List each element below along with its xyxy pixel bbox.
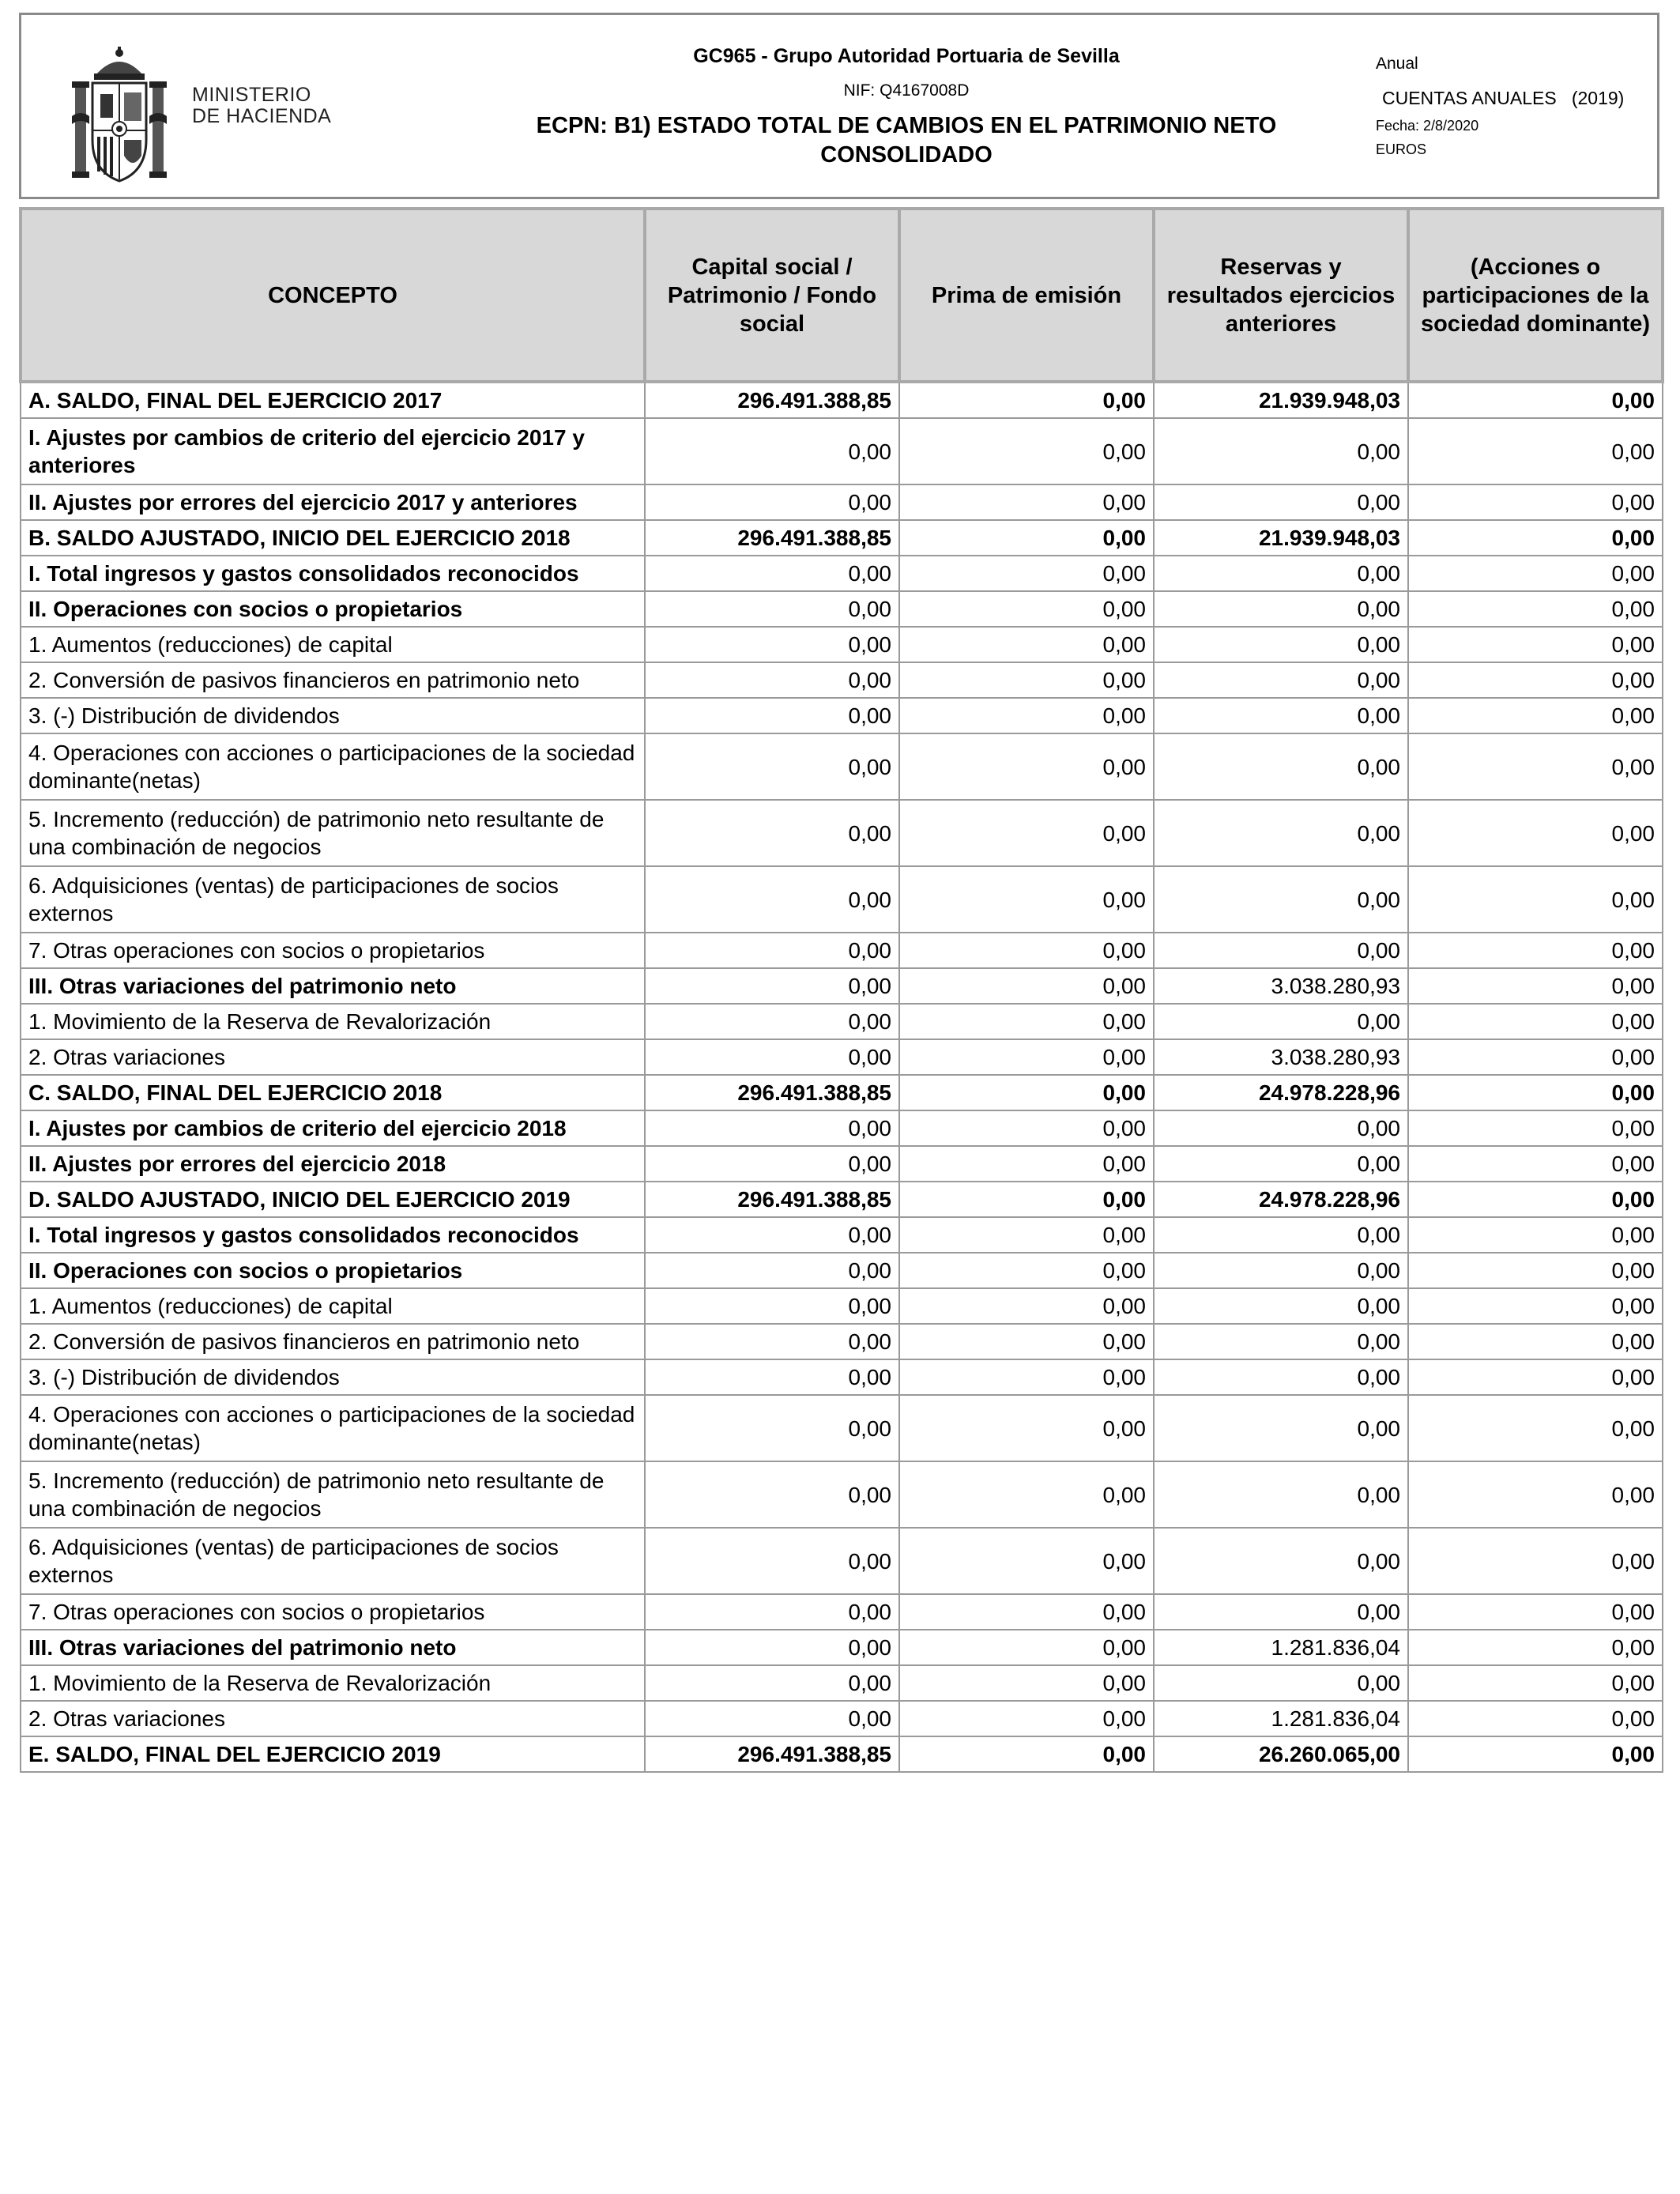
table-row bbox=[21, 520, 1663, 556]
table-row bbox=[21, 1461, 1663, 1528]
row-value: 0,00 bbox=[1154, 1146, 1408, 1182]
row-value: 0,00 bbox=[1154, 662, 1408, 698]
row-value: 3.038.280,93 bbox=[1154, 1039, 1408, 1075]
period-label: Anual bbox=[1376, 55, 1418, 73]
row-value: 0,00 bbox=[899, 591, 1154, 627]
row-value: 0,00 bbox=[645, 968, 899, 1004]
row-value: 0,00 bbox=[645, 1039, 899, 1075]
row-value: 0,00 bbox=[1154, 866, 1408, 933]
row-value: 0,00 bbox=[645, 1594, 899, 1630]
row-value: 0,00 bbox=[645, 1359, 899, 1395]
row-value: 0,00 bbox=[645, 1395, 899, 1461]
row-concept: 2. Conversión de pasivos financieros en patrimonio neto bbox=[21, 1324, 645, 1359]
row-value: 0,00 bbox=[1154, 698, 1408, 733]
table-row bbox=[21, 800, 1663, 866]
row-concept: II. Ajustes por errores del ejercicio 2017 y anteriores bbox=[21, 484, 645, 520]
row-value: 0,00 bbox=[1154, 418, 1408, 484]
row-value: 0,00 bbox=[899, 1665, 1154, 1701]
row-value: 0,00 bbox=[1408, 662, 1663, 698]
row-value: 0,00 bbox=[1154, 1253, 1408, 1288]
row-value: 0,00 bbox=[1408, 1528, 1663, 1594]
document-title bbox=[480, 111, 1333, 170]
row-value: 0,00 bbox=[1408, 1630, 1663, 1665]
column-header-premium: Prima de emisión bbox=[899, 209, 1154, 382]
row-concept: 6. Adquisiciones (ventas) de participaciones de socios externos bbox=[21, 866, 645, 933]
row-value: 296.491.388,85 bbox=[645, 520, 899, 556]
row-value: 0,00 bbox=[1408, 1359, 1663, 1395]
table-row bbox=[21, 1039, 1663, 1075]
document-header bbox=[19, 13, 1659, 199]
row-value: 0,00 bbox=[899, 968, 1154, 1004]
row-value: 0,00 bbox=[645, 866, 899, 933]
column-header-concept: CONCEPTO bbox=[21, 209, 645, 382]
row-value: 0,00 bbox=[899, 484, 1154, 520]
table-row bbox=[21, 1630, 1663, 1665]
row-value: 0,00 bbox=[899, 733, 1154, 800]
row-value: 0,00 bbox=[899, 698, 1154, 733]
row-value: 0,00 bbox=[1154, 556, 1408, 591]
table-row bbox=[21, 1665, 1663, 1701]
row-value: 0,00 bbox=[899, 933, 1154, 968]
table-row bbox=[21, 968, 1663, 1004]
row-value: 0,00 bbox=[1154, 933, 1408, 968]
row-value: 0,00 bbox=[899, 1217, 1154, 1253]
table-row bbox=[21, 1004, 1663, 1039]
row-concept: 1. Movimiento de la Reserva de Revalorización bbox=[21, 1665, 645, 1701]
row-value: 0,00 bbox=[1154, 800, 1408, 866]
row-value: 0,00 bbox=[899, 1324, 1154, 1359]
row-concept: B. SALDO AJUSTADO, INICIO DEL EJERCICIO 2018 bbox=[21, 520, 645, 556]
row-value: 0,00 bbox=[1154, 1004, 1408, 1039]
column-header-reserves: Reservas y resultados ejercicios anteriores bbox=[1154, 209, 1408, 382]
table-row bbox=[21, 1110, 1663, 1146]
table-row bbox=[21, 1528, 1663, 1594]
row-value: 0,00 bbox=[1408, 1004, 1663, 1039]
row-value: 0,00 bbox=[645, 1217, 899, 1253]
row-value: 0,00 bbox=[1408, 1039, 1663, 1075]
date-label: Fecha: 2/8/2020 bbox=[1376, 118, 1479, 134]
row-value: 0,00 bbox=[899, 1146, 1154, 1182]
row-value: 0,00 bbox=[645, 1701, 899, 1736]
row-value: 0,00 bbox=[1154, 1217, 1408, 1253]
row-value: 0,00 bbox=[1408, 418, 1663, 484]
nif-label: NIF: Q4167008D bbox=[843, 81, 970, 100]
row-value: 0,00 bbox=[1154, 1594, 1408, 1630]
row-concept: III. Otras variaciones del patrimonio neto bbox=[21, 1630, 645, 1665]
coat-of-arms-icon bbox=[72, 45, 167, 186]
row-value: 0,00 bbox=[1154, 733, 1408, 800]
table-row bbox=[21, 484, 1663, 520]
row-value: 0,00 bbox=[1408, 1324, 1663, 1359]
row-value: 0,00 bbox=[899, 1701, 1154, 1736]
row-concept: II. Operaciones con socios o propietarios bbox=[21, 591, 645, 627]
row-concept: 6. Adquisiciones (ventas) de participaciones de socios externos bbox=[21, 1528, 645, 1594]
row-value: 0,00 bbox=[645, 1146, 899, 1182]
row-value: 0,00 bbox=[645, 933, 899, 968]
row-value: 0,00 bbox=[899, 418, 1154, 484]
column-header-capital: Capital social / Patrimonio / Fondo social bbox=[645, 209, 899, 382]
row-concept: 5. Incremento (reducción) de patrimonio neto resultante de una combinación de negocios bbox=[21, 800, 645, 866]
row-concept: II. Operaciones con socios o propietarios bbox=[21, 1253, 645, 1288]
row-concept: 7. Otras operaciones con socios o propietarios bbox=[21, 1594, 645, 1630]
row-value: 26.260.065,00 bbox=[1154, 1736, 1408, 1772]
row-value: 0,00 bbox=[645, 662, 899, 698]
row-concept: 2. Otras variaciones bbox=[21, 1701, 645, 1736]
row-value: 0,00 bbox=[1408, 1701, 1663, 1736]
row-value: 0,00 bbox=[645, 627, 899, 662]
row-value: 0,00 bbox=[1408, 866, 1663, 933]
row-value: 0,00 bbox=[1154, 1324, 1408, 1359]
row-value: 0,00 bbox=[1408, 1665, 1663, 1701]
row-value: 0,00 bbox=[899, 1182, 1154, 1217]
table-row bbox=[21, 591, 1663, 627]
ministry-line-1: MINISTERIO bbox=[192, 84, 311, 106]
row-value: 0,00 bbox=[645, 1004, 899, 1039]
table-row bbox=[21, 1182, 1663, 1217]
row-value: 296.491.388,85 bbox=[645, 1736, 899, 1772]
row-value: 0,00 bbox=[1154, 1528, 1408, 1594]
table-row bbox=[21, 1594, 1663, 1630]
row-value: 0,00 bbox=[1408, 800, 1663, 866]
row-value: 0,00 bbox=[1408, 1217, 1663, 1253]
row-value: 0,00 bbox=[899, 627, 1154, 662]
row-value: 0,00 bbox=[899, 1594, 1154, 1630]
row-value: 0,00 bbox=[1408, 484, 1663, 520]
row-value: 0,00 bbox=[899, 382, 1154, 418]
row-value: 0,00 bbox=[1408, 382, 1663, 418]
row-value: 0,00 bbox=[645, 556, 899, 591]
row-concept: 1. Movimiento de la Reserva de Revalorización bbox=[21, 1004, 645, 1039]
row-value: 1.281.836,04 bbox=[1154, 1701, 1408, 1736]
currency-label: EUROS bbox=[1376, 141, 1427, 157]
row-value: 0,00 bbox=[645, 1110, 899, 1146]
row-value: 0,00 bbox=[645, 1528, 899, 1594]
row-value: 0,00 bbox=[645, 591, 899, 627]
table-row bbox=[21, 866, 1663, 933]
row-value: 0,00 bbox=[645, 1253, 899, 1288]
row-concept: 5. Incremento (reducción) de patrimonio neto resultante de una combinación de negocios bbox=[21, 1461, 645, 1528]
row-value: 0,00 bbox=[1408, 1594, 1663, 1630]
row-concept: I. Total ingresos y gastos consolidados reconocidos bbox=[21, 556, 645, 591]
row-value: 1.281.836,04 bbox=[1154, 1630, 1408, 1665]
row-value: 0,00 bbox=[645, 1324, 899, 1359]
row-value: 0,00 bbox=[899, 1395, 1154, 1461]
table-row bbox=[21, 1701, 1663, 1736]
row-value: 0,00 bbox=[645, 800, 899, 866]
table-row bbox=[21, 1217, 1663, 1253]
row-concept: I. Ajustes por cambios de criterio del ejercicio 2018 bbox=[21, 1110, 645, 1146]
table-row bbox=[21, 698, 1663, 733]
row-value: 21.939.948,03 bbox=[1154, 382, 1408, 418]
row-value: 0,00 bbox=[899, 1110, 1154, 1146]
row-value: 0,00 bbox=[1408, 520, 1663, 556]
ministry-name bbox=[192, 85, 331, 127]
row-value: 0,00 bbox=[1408, 1736, 1663, 1772]
row-value: 0,00 bbox=[899, 1736, 1154, 1772]
row-value: 0,00 bbox=[1408, 1253, 1663, 1288]
row-value: 24.978.228,96 bbox=[1154, 1182, 1408, 1217]
table-row bbox=[21, 556, 1663, 591]
column-header-shares: (Acciones o participaciones de la sociedad dominante) bbox=[1408, 209, 1663, 382]
row-concept: 4. Operaciones con acciones o participaciones de la sociedad dominante(netas) bbox=[21, 733, 645, 800]
row-concept: E. SALDO, FINAL DEL EJERCICIO 2019 bbox=[21, 1736, 645, 1772]
row-concept: 3. (-) Distribución de dividendos bbox=[21, 1359, 645, 1395]
row-concept: 2. Otras variaciones bbox=[21, 1039, 645, 1075]
row-value: 0,00 bbox=[1408, 933, 1663, 968]
row-value: 21.939.948,03 bbox=[1154, 520, 1408, 556]
row-concept: 7. Otras operaciones con socios o propietarios bbox=[21, 933, 645, 968]
row-value: 0,00 bbox=[1408, 556, 1663, 591]
row-value: 0,00 bbox=[645, 1665, 899, 1701]
table-row bbox=[21, 1146, 1663, 1182]
row-value: 0,00 bbox=[645, 1288, 899, 1324]
row-value: 0,00 bbox=[1408, 1182, 1663, 1217]
row-value: 0,00 bbox=[1154, 1288, 1408, 1324]
row-concept: C. SALDO, FINAL DEL EJERCICIO 2018 bbox=[21, 1075, 645, 1110]
row-value: 0,00 bbox=[1408, 698, 1663, 733]
row-value: 0,00 bbox=[1408, 591, 1663, 627]
row-concept: 3. (-) Distribución de dividendos bbox=[21, 698, 645, 733]
row-value: 0,00 bbox=[899, 1075, 1154, 1110]
table-header-row bbox=[21, 209, 1663, 382]
row-value: 0,00 bbox=[1154, 1461, 1408, 1528]
row-concept: A. SALDO, FINAL DEL EJERCICIO 2017 bbox=[21, 382, 645, 418]
row-value: 0,00 bbox=[899, 1004, 1154, 1039]
row-value: 0,00 bbox=[645, 1630, 899, 1665]
table-row bbox=[21, 733, 1663, 800]
row-concept: 2. Conversión de pasivos financieros en patrimonio neto bbox=[21, 662, 645, 698]
row-value: 0,00 bbox=[1408, 1110, 1663, 1146]
row-value: 0,00 bbox=[1154, 591, 1408, 627]
row-value: 0,00 bbox=[1154, 1395, 1408, 1461]
table-row bbox=[21, 1359, 1663, 1395]
table-row bbox=[21, 1324, 1663, 1359]
row-value: 0,00 bbox=[899, 1039, 1154, 1075]
group-name: GC965 - Grupo Autoridad Portuaria de Sevilla bbox=[693, 45, 1120, 67]
row-value: 0,00 bbox=[899, 800, 1154, 866]
row-value: 0,00 bbox=[1408, 627, 1663, 662]
row-value: 0,00 bbox=[645, 484, 899, 520]
row-value: 0,00 bbox=[1408, 1461, 1663, 1528]
row-value: 0,00 bbox=[899, 1461, 1154, 1528]
document-title-line-2: CONSOLIDADO bbox=[820, 142, 993, 168]
row-value: 0,00 bbox=[1408, 1288, 1663, 1324]
row-value: 0,00 bbox=[899, 1359, 1154, 1395]
row-concept: III. Otras variaciones del patrimonio neto bbox=[21, 968, 645, 1004]
row-value: 0,00 bbox=[1408, 1146, 1663, 1182]
document-title-line-1: ECPN: B1) ESTADO TOTAL DE CAMBIOS EN EL PATRIMONIO NETO bbox=[536, 113, 1277, 138]
row-value: 0,00 bbox=[899, 1253, 1154, 1288]
row-concept: II. Ajustes por errores del ejercicio 2018 bbox=[21, 1146, 645, 1182]
row-concept: I. Ajustes por cambios de criterio del ejercicio 2017 y anteriores bbox=[21, 418, 645, 484]
row-value: 0,00 bbox=[899, 1288, 1154, 1324]
row-value: 24.978.228,96 bbox=[1154, 1075, 1408, 1110]
row-value: 0,00 bbox=[1408, 1395, 1663, 1461]
table-body bbox=[21, 382, 1663, 1772]
equity-changes-table bbox=[19, 207, 1664, 1773]
table-row bbox=[21, 382, 1663, 418]
row-value: 0,00 bbox=[899, 520, 1154, 556]
table-row bbox=[21, 1395, 1663, 1461]
accounts-label: CUENTAS ANUALES (2019) bbox=[1382, 88, 1625, 108]
table-row bbox=[21, 1736, 1663, 1772]
row-value: 0,00 bbox=[899, 1630, 1154, 1665]
row-value: 296.491.388,85 bbox=[645, 1075, 899, 1110]
row-concept: 4. Operaciones con acciones o participaciones de la sociedad dominante(netas) bbox=[21, 1395, 645, 1461]
row-value: 0,00 bbox=[1154, 1110, 1408, 1146]
row-value: 0,00 bbox=[645, 1461, 899, 1528]
table-row bbox=[21, 418, 1663, 484]
row-value: 0,00 bbox=[1408, 733, 1663, 800]
row-concept: 1. Aumentos (reducciones) de capital bbox=[21, 627, 645, 662]
table-row bbox=[21, 627, 1663, 662]
row-value: 0,00 bbox=[1408, 1075, 1663, 1110]
table-row bbox=[21, 1075, 1663, 1110]
table-row bbox=[21, 662, 1663, 698]
row-value: 0,00 bbox=[1408, 968, 1663, 1004]
row-value: 0,00 bbox=[1154, 1665, 1408, 1701]
row-value: 0,00 bbox=[645, 733, 899, 800]
row-value: 0,00 bbox=[645, 418, 899, 484]
row-concept: D. SALDO AJUSTADO, INICIO DEL EJERCICIO 2019 bbox=[21, 1182, 645, 1217]
row-value: 0,00 bbox=[899, 662, 1154, 698]
row-value: 0,00 bbox=[645, 698, 899, 733]
table-row bbox=[21, 933, 1663, 968]
row-value: 3.038.280,93 bbox=[1154, 968, 1408, 1004]
ministry-line-2: DE HACIENDA bbox=[192, 105, 332, 127]
row-value: 0,00 bbox=[899, 866, 1154, 933]
row-value: 0,00 bbox=[1154, 484, 1408, 520]
table-row bbox=[21, 1288, 1663, 1324]
row-value: 0,00 bbox=[1154, 627, 1408, 662]
row-value: 296.491.388,85 bbox=[645, 1182, 899, 1217]
row-value: 0,00 bbox=[1154, 1359, 1408, 1395]
row-concept: I. Total ingresos y gastos consolidados reconocidos bbox=[21, 1217, 645, 1253]
row-value: 0,00 bbox=[899, 1528, 1154, 1594]
row-value: 296.491.388,85 bbox=[645, 382, 899, 418]
row-concept: 1. Aumentos (reducciones) de capital bbox=[21, 1288, 645, 1324]
table-row bbox=[21, 1253, 1663, 1288]
row-value: 0,00 bbox=[899, 556, 1154, 591]
